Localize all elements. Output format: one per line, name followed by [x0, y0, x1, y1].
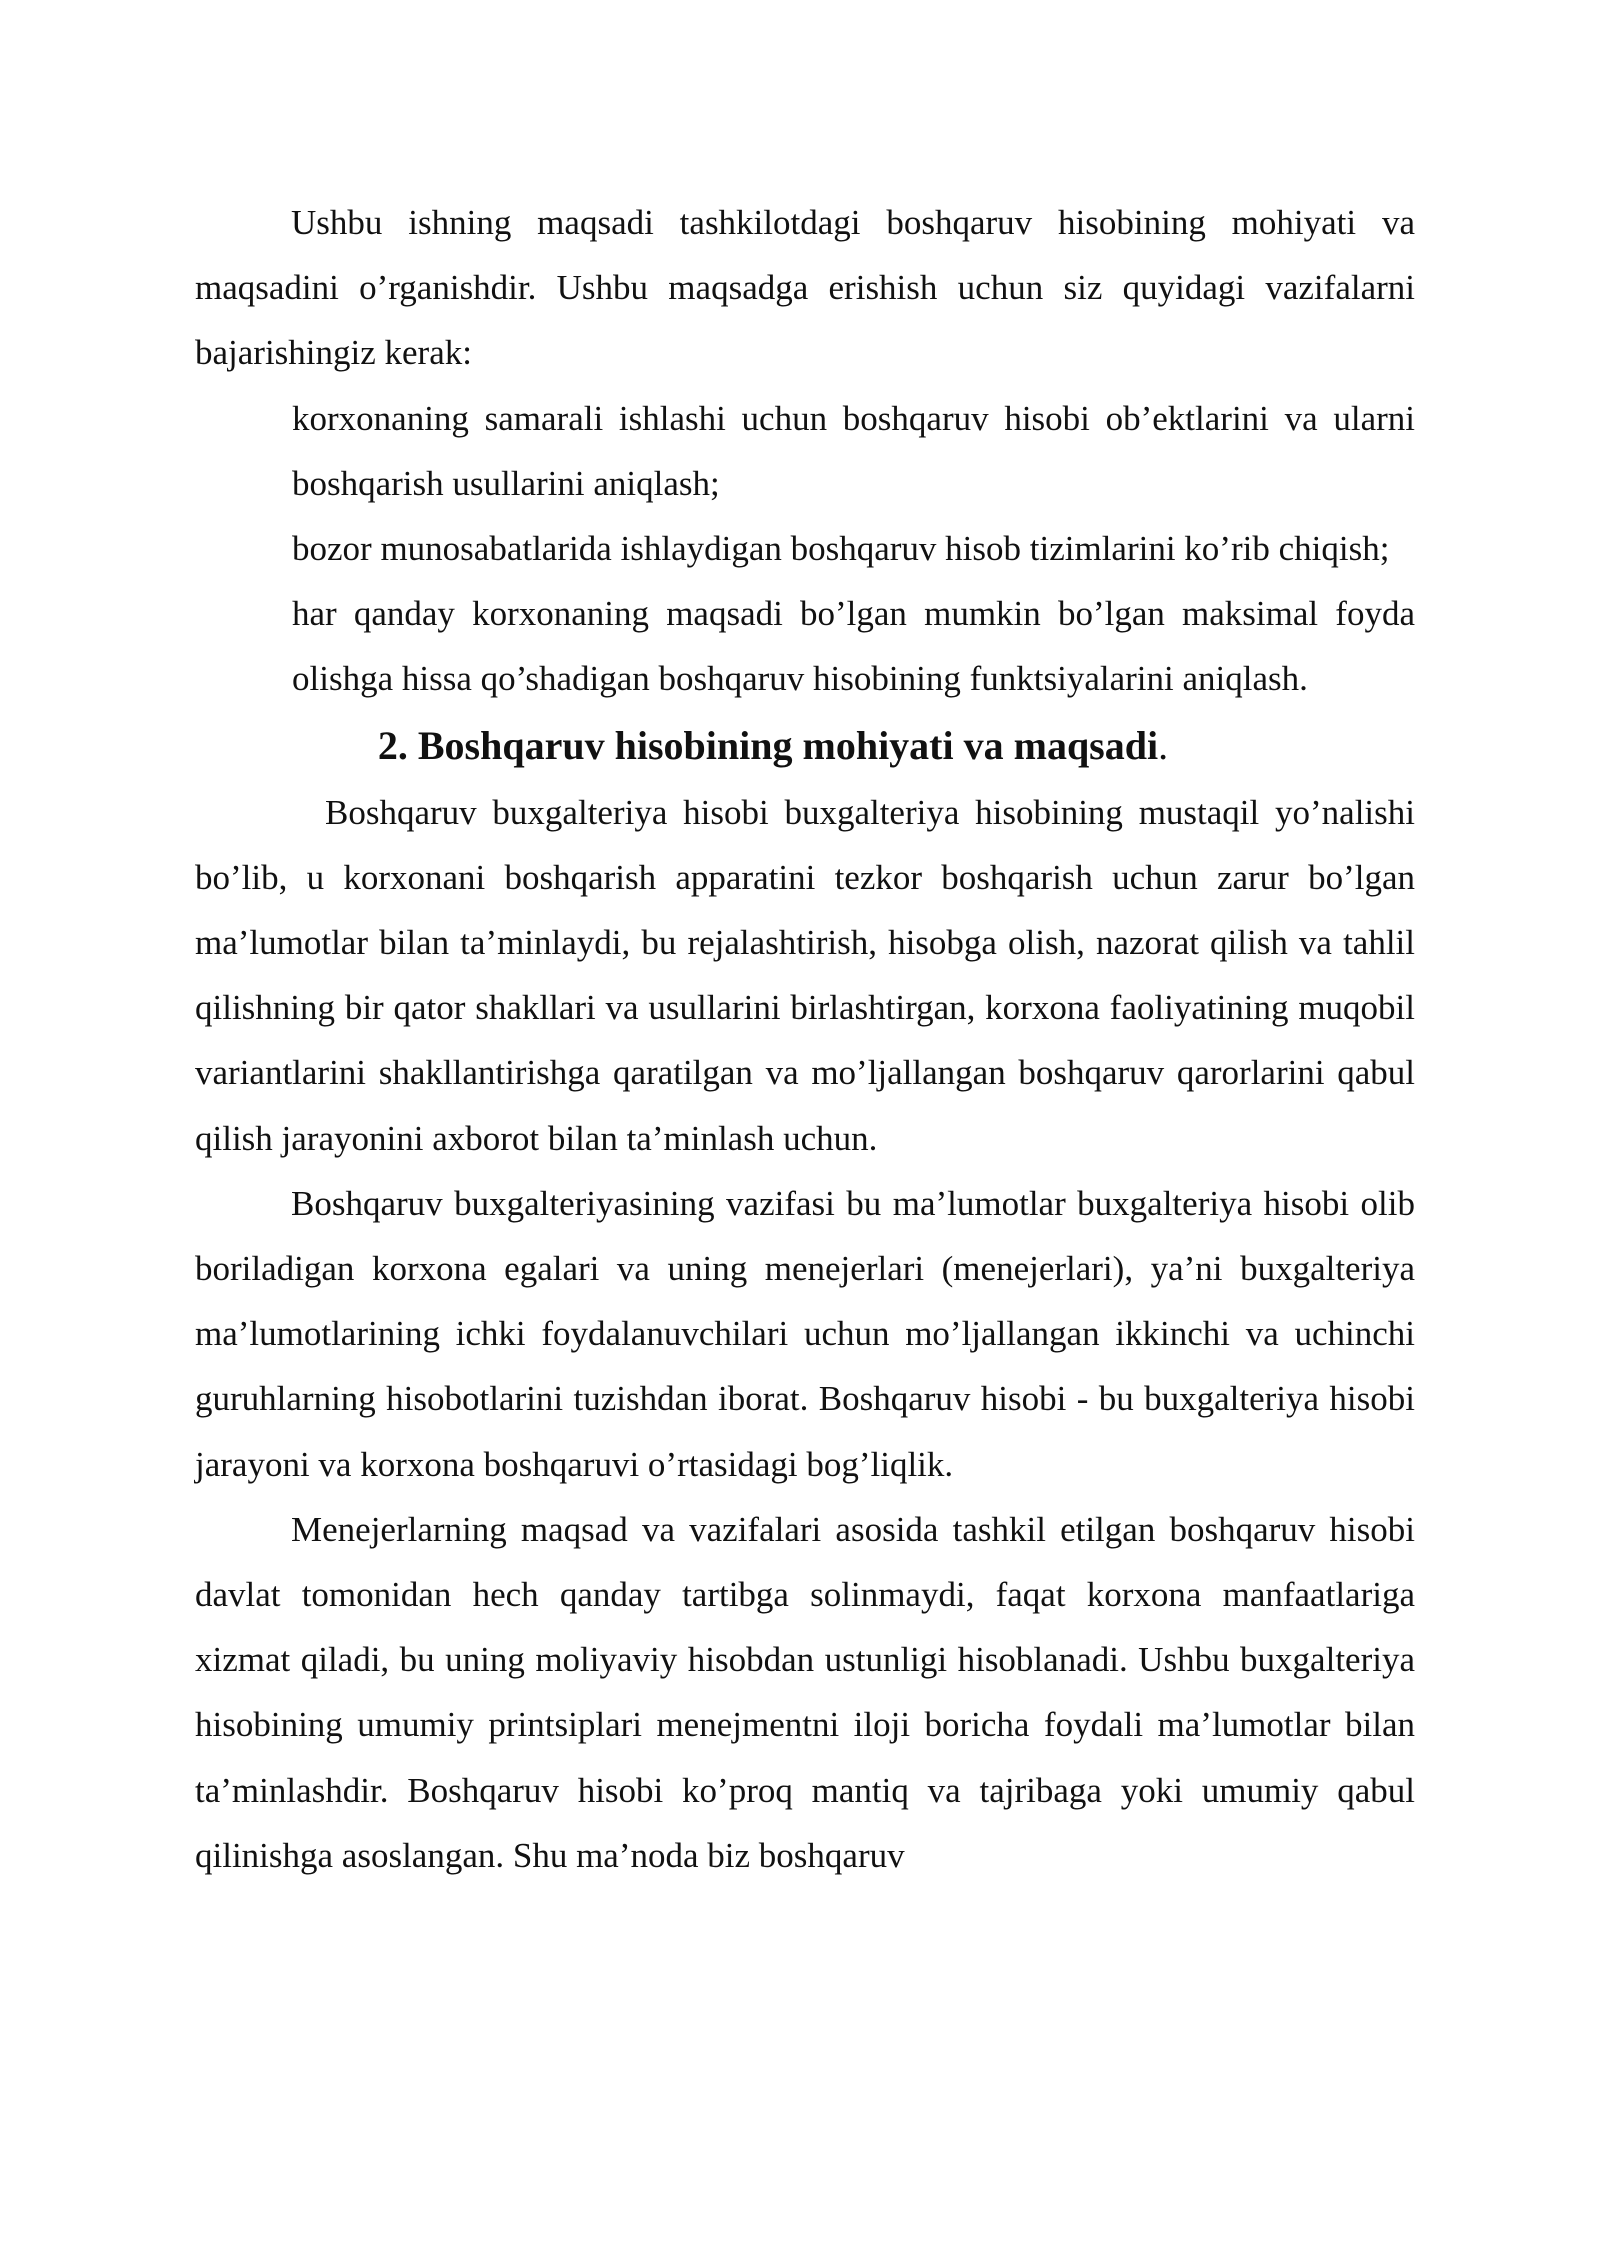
body-paragraph: Boshqaruv buxgalteriya hisobi buxgalteriya hisobining mustaqil yo’nalishi bo’lib, u korxonani boshqarish apparatini tezkor boshqarish uchun zarur bo’lgan ma’lumotlar bilan ta’minlaydi, bu rejalashtirish, hisobga olish, nazorat qilish va tahlil qilishning bir qator shakllari va usullarini birlashtirgan, korxona faoliyatining muqobil variantlarini shakllantirishga qaratilgan va mo’ljallangan boshqaruv qarorlarini qabul qilish jarayonini axborot bilan ta’minlash uchun.	[195, 792, 1415, 1158]
body-paragraph: Menejerlarning maqsad va vazifalari asosida tashkil etilgan boshqaruv hisobi davlat tomonidan hech qanday tartibga solinmaydi, faqat korxona manfaatlariga xizmat qiladi, bu uning moliyaviy hisobdan ustunligi hisoblanadi. Ushbu buxgalteriya hisobining umumiy printsiplari menejmentni iloji boricha foydali ma’lumotlar bilan ta’minlashdir. Boshqaruv hisobi ko’proq mantiq va tajribaga yoki umumiy qabul qilinishga asoslangan. Shu ma’noda biz boshqaruv	[195, 1509, 1415, 1875]
body-paragraph: Boshqaruv buxgalteriyasining vazifasi bu ma’lumotlar buxgalteriya hisobi olib boriladigan korxona egalari va uning menejerlari (menejerlari), ya’ni buxgalteriya ma’lumotlarining ichki foydalanuvchilari uchun mo’ljallangan ikkinchi va uchinchi guruhlarning hisobotlarini tuzishdan iborat. Boshqaruv hisobi - bu buxgalteriya hisobi jarayoni va korxona boshqaruvi o’rtasidagi bog’liqlik.	[195, 1183, 1415, 1484]
task-list-item: har qanday korxonaning maqsadi bo’lgan mumkin bo’lgan maksimal foyda olishga hissa qo’shadigan boshqaruv hisobining funktsiyalarini aniqlash.	[292, 594, 1415, 699]
intro-paragraph: Ushbu ishning maqsadi tashkilotdagi boshqaruv hisobining mohiyati va maqsadini o’rganishdir. Ushbu maqsadga erishish uchun siz quyidagi vazifalarni bajarishingiz kerak:	[195, 203, 1415, 373]
task-list-item: bozor munosabatlarida ishlaydigan boshqaruv hisob tizimlarini ko’rib chiqish;	[292, 529, 1390, 569]
section-heading-text: 2. Boshqaruv hisobining mohiyati va maqsadi	[377, 722, 1159, 768]
section-heading-punctuation: .	[1158, 722, 1169, 768]
task-list-item: korxonaning samarali ishlashi uchun boshqaruv hisobi ob’ektlarini va ularni boshqarish usullarini aniqlash;	[292, 398, 1415, 503]
page-content	[195, 190, 1415, 1888]
section-heading	[195, 712, 1415, 780]
